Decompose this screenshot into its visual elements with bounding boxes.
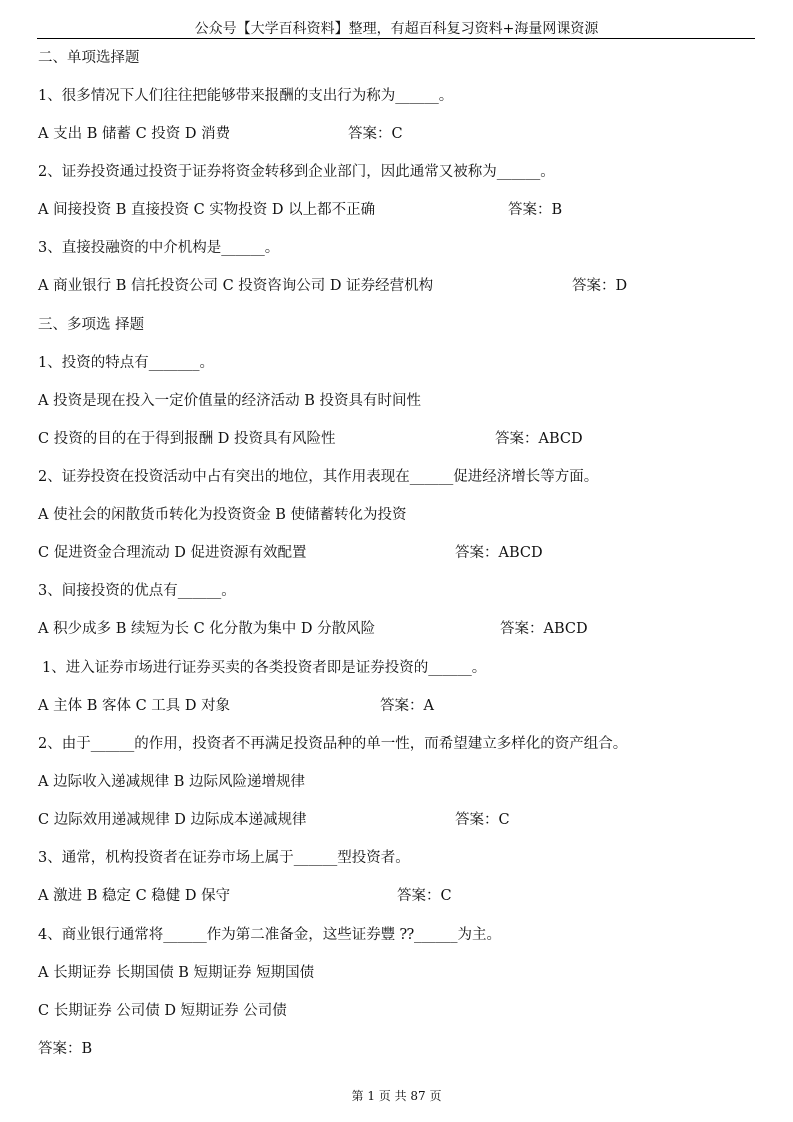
answer: 答案：C <box>397 888 452 904</box>
question: 3、直接投融资的中介机构是______。 <box>38 240 280 256</box>
options: A 积少成多 B 续短为长 C 化分散为集中 D 分散风险 <box>38 621 376 637</box>
question: 1、进入证券市场进行证券买卖的各类投资者即是证券投资的______。 <box>42 660 487 676</box>
question: 2、由于______的作用，投资者不再满足投资品种的单一性，而希望建立多样化的资产组合。 <box>38 736 628 752</box>
options: A 商业银行 B 信托投资公司 C 投资咨询公司 D 证券经营机构 <box>38 278 434 294</box>
question: 3、间接投资的优点有______。 <box>38 583 236 599</box>
answer: 答案：B <box>508 202 563 218</box>
options: C 促进资金合理流动 D 促进资源有效配置 <box>38 545 307 561</box>
page-footer: 第 1 页 共 87 页 <box>351 1089 442 1103</box>
options: A 激进 B 稳定 C 稳健 D 保守 <box>38 888 231 904</box>
answer: 答案：C <box>455 812 510 828</box>
answer: 答案：ABCD <box>455 545 543 561</box>
answer: 答案：A <box>380 698 434 714</box>
options: A 支出 B 储蓄 C 投资 D 消费 <box>38 126 231 142</box>
options: C 投资的目的在于得到报酬 D 投资具有风险性 <box>38 431 336 447</box>
question: 3、通常，机构投资者在证券市场上属于______型投资者。 <box>38 850 410 866</box>
question: 2、证券投资通过投资于证券将资金转移到企业部门，因此通常又被称为______。 <box>38 164 555 180</box>
question: 1、投资的特点有_______。 <box>38 355 214 371</box>
options: C 长期证券 公司债 D 短期证券 公司债 <box>38 1003 287 1019</box>
options: A 使社会的闲散货币转化为投资资金 B 使储蓄转化为投资 <box>38 507 407 523</box>
options: A 主体 B 客体 C 工具 D 对象 <box>38 698 231 714</box>
answer: 答案：ABCD <box>500 621 588 637</box>
options: A 长期证券 长期国债 B 短期证券 短期国债 <box>38 965 315 981</box>
answer: 答案：C <box>348 126 403 142</box>
section-title: 三、多项选 择题 <box>38 317 145 333</box>
options: A 投资是现在投入一定价值量的经济活动 B 投资具有时间性 <box>38 393 421 409</box>
section-title: 二、单项选择题 <box>38 50 140 66</box>
page-header: 公众号【大学百科资料】整理，有超百科复习资料+海量网课资源 <box>194 21 599 37</box>
answer: 答案：B <box>38 1041 93 1057</box>
options: C 边际效用递减规律 D 边际成本递减规律 <box>38 812 307 828</box>
question: 4、商业银行通常将______作为第二准备金，这些证券豐 ⁇______为主。 <box>38 927 501 943</box>
answer: 答案：ABCD <box>495 431 583 447</box>
question: 2、证券投资在投资活动中占有突出的地位，其作用表现在______促进经济增长等方面。 <box>38 469 599 485</box>
options: A 间接投资 B 直接投资 C 实物投资 D 以上都不正确 <box>38 202 376 218</box>
question: 1、很多情况下人们往往把能够带来报酬的支出行为称为______。 <box>38 88 454 104</box>
options: A 边际收入递减规律 B 边际风险递增规律 <box>38 774 305 790</box>
answer: 答案：D <box>572 278 628 294</box>
header-rule <box>37 38 755 39</box>
